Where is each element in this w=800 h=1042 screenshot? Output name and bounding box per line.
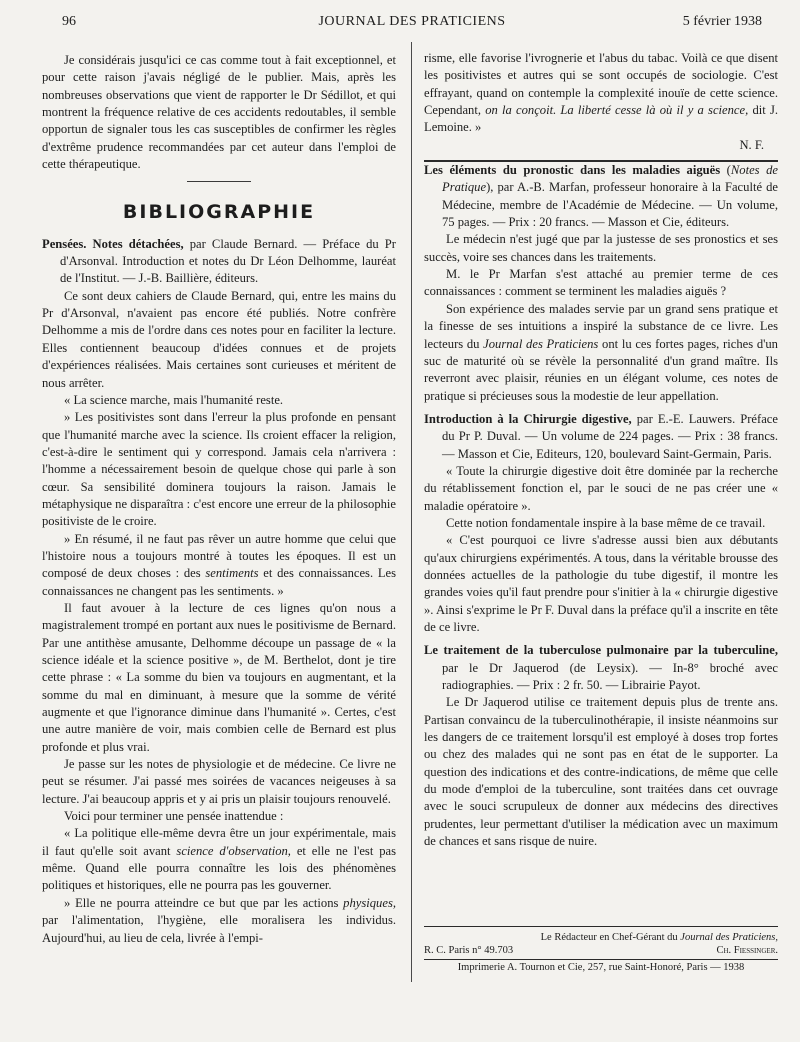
review-1-quote: « La science marche, mais l'humanité reste. [64, 392, 284, 407]
review-1-quote [42, 825, 396, 894]
review-2-paragraph: Le médecin n'est jugé que par la justesse de ses pronostics et ses succès, voire ses chances dans les traitements. [424, 232, 778, 264]
review-2-paragraph [424, 301, 778, 405]
review-3-paragraph: Cette notion fondamentale inspire à la base même de ce travail. [446, 515, 766, 530]
review-1-quote [42, 895, 396, 947]
short-separator [187, 181, 251, 182]
review-2-meta: ( [720, 163, 731, 178]
quote-emphasis: physiques, [343, 895, 396, 910]
review-4-paragraph: Le Dr Jaquerod utilise ce traitement depuis plus de trente ans. Partisan convaincu de la tuberculinothérapie, il insiste néanmoins sur les dangers de ce traitement lorsqu'il est employé à doses trop fortes ou chez des malades qui ne sont pas en état de le supporter. La question des indications et des contre-indications, de même que celle du mode d'emploi de la tuberculine, sont traitées dans cet ouvrage avec le souci scrupuleux de donner aux médecins des directives prudentes, leur permettant d'utiliser la médication avec un maximum de chances et sans risque de nuire. [424, 695, 778, 849]
review-2-title: Les éléments du pronostic dans les maladies aiguës [424, 163, 721, 178]
right-column [424, 50, 778, 850]
editor-line [541, 931, 778, 944]
editor-name: Ch. Fiessinger. [716, 945, 778, 956]
printer-imprint: Imprimerie A. Tournon et Cie, 257, rue Saint-Honoré, Paris — 1938 [457, 962, 745, 973]
quote-text: et des connaissances. Les connaissances ne changent pas les sentiments. » [42, 566, 397, 598]
continuation-text: dit J. Lemoine. » [424, 103, 778, 135]
review-3-meta: par E.-E. Lauwers. Préface du Pr P. Duval. — Un volume de 224 pages. — Prix : 38 francs. — Masson et Cie, Editeurs, 120, boulevard Saint-Germain, Paris. [442, 411, 778, 461]
continuation-text: risme, elle favorise l'ivrognerie et l'abus du tabac. Voilà ce que disent les positivistes et autres qui se sont occupés de sociologie. C'est effrayant, quand on contemple la complexité inouïe de cette science. Cependant, [424, 51, 778, 118]
registry-row [424, 944, 778, 957]
editor-block [424, 931, 778, 957]
paragraph-text: ont lu ces fortes pages, riches d'un suc de maturité où se révèle la personnalité d'un grand maître. Ils reverront avec plaisir, réunies en un élégant volume, ces notes de pratique si précieuses sous la modestie de leur appellation. [424, 336, 778, 403]
review-4-title: Le traitement de la tuberculose pulmonaire par la tuberculine, [424, 643, 778, 658]
review-2-series: Notes de Pratique [442, 163, 778, 195]
review-1-title: Pensées. Notes détachées, [42, 236, 184, 251]
review-3-citation [424, 411, 778, 463]
review-1-paragraph: Ce sont deux cahiers de Claude Bernard, qui, entre les mains du Pr d'Arsonval, n'avaient pas encore été publiés. Notre confrère Delhomme a mis de l'ordre dans ces notes pour en faciliter la lecture. Elles contiennent beaucoup d'idées connues et de projets d'expériences réalisées. Mais certaines sont curieuses et méritent de nous arrêter. [42, 288, 396, 390]
review-4-citation [424, 642, 778, 694]
journal-reference: Journal des Praticiens [483, 336, 599, 351]
quote-text: « La politique elle-même devra être un jour expérimentale, mais il faut qu'elle soit avant [42, 826, 396, 858]
editor-journal: Journal des Praticiens, [680, 932, 778, 943]
quote-text: et elle ne l'est pas même. Quand elle pourra connaître les lois des phénomènes politiques et historiques, elle ne pourra pas les gouverner. [42, 843, 396, 893]
review-3-title: Introduction à la Chirurgie digestive, [424, 411, 632, 426]
review-4-meta: par le Dr Jaquerod (de Leysix). — In-8° broché avec radiographies. — Prix : 2 fr. 50. — Librairie Payot. [442, 660, 778, 693]
intro-paragraph: Je considérais jusqu'ici ce cas comme tout à fait exceptionnel, et pour cette raison j'avais négligé de le publier. Mais, après les nombreuses observations que vient de rapporter le Dr Sédillot, et qui montrent la fréquence relative de ces accidents redoutables, il semble opportun de signaler tous les cas susceptibles de confirmer les règles d'extrême prudence recommandées par cet auteur dans l'emploi de cette thérapeutique. [42, 53, 396, 172]
editor-row [424, 931, 778, 944]
review-1-paragraph: Voici pour terminer une pensée inattendue : [64, 809, 284, 824]
column-divider [411, 42, 412, 982]
editor-role: Le Rédacteur en Chef-Gérant du [540, 932, 681, 943]
quote-text: par l'alimentation, l'hygiène, elle moralisera les individus. Aujourd'hui, au lieu de cela, livrée à l'empi- [42, 913, 396, 945]
page-number: 96 [62, 14, 76, 29]
quote-emphasis: science d'observation, [176, 843, 291, 858]
registry-number: R. C. Paris n° 49.703 [424, 945, 514, 956]
review-1-citation [42, 236, 396, 288]
review-1-meta: par Claude Bernard. — Préface du Pr d'Arsonval. Introduction et notes du Dr Léon Delhomme, lauréat de l'Institut. — J.-B. Baillière, éditeurs. [60, 236, 396, 286]
review-1-paragraph: Il faut avouer à la lecture de ces lignes qu'on nous a magistralement trompé en portant aux nues le positivisme de Bernard. Par une antithèse amusante, Delhomme découpe un passage de « la science idéale et la science positive », de M. Berthelot, dont je tire cette phrase : « La somme du bien va toujours en augmentant, et la somme du mal en diminuant, à mesure que la somme de vérité augmente et que l'ignorance diminue dans l'humanité ». Certes, c'est une autre manière de voir, mais combien celle de Bernard est plus profonde et plus vrai. [42, 600, 396, 754]
issue-date: 5 février 1938 [682, 14, 762, 29]
review-signature: N. F. [739, 137, 764, 152]
section-heading: BIBLIOGRAPHIE [122, 201, 316, 224]
review-3-paragraph: « Toute la chirurgie digestive doit être dominée par la recherche du rétablissement fonction el, par le souci de ne pas créer une « maladie opératoire ». [424, 463, 778, 513]
quote-text: » Elle ne pourra atteindre ce but que par les actions [64, 895, 344, 910]
quote-emphasis: sentiments [205, 566, 259, 581]
paragraph-text: Son expérience des malades servie par un grand sens pratique et la finesse de ses intuitions a inspiré la substance de ce livre. Les lecteurs du [424, 301, 778, 351]
page-header [62, 14, 762, 38]
quote-text: » En résumé, il ne faut pas rêver un autre homme que celui que l'histoire nous a toujours montré à toutes les époques. Il est un composé de deux choses : des [42, 531, 396, 581]
review-1-quote [42, 531, 396, 600]
review-1-quote: » Les positivistes sont dans l'erreur la plus profonde en pensant que l'humanité marche avec la science. Ils croient effacer la religion, c'est-à-dire le sentiment qui y correspond. Jamais cela n'arrivera : l'homme a nécessairement besoin de quelque chose qui parle à son cœur. Sa sensibilité dominera toujours la raison. Jamais le métaphysique ne disparaîtra : c'est encore une erreur de la philosophie positiviste de le croire. [42, 410, 396, 529]
journal-title: JOURNAL DES PRATICIENS [318, 14, 506, 29]
review-2-citation [424, 162, 778, 231]
footer-rule [424, 926, 778, 927]
left-column [42, 52, 396, 947]
review-2-paragraph: M. le Pr Marfan s'est attaché au premier terme de ces connaissances : comment se terminent les maladies aiguës ? [424, 267, 778, 299]
review-1-paragraph: Je passe sur les notes de physiologie et de médecine. Ce livre ne peut se résumer. J'ai passé mes soirées de vacances neigeuses à sa lecture. J'ai beaucoup appris et y ai pris un plaisir toujours renouvelé. [42, 757, 396, 806]
footer-rule [424, 959, 778, 960]
continuation-emphasis: on la conçoit. La liberté cesse là où il y a science, [485, 103, 749, 118]
continuation-paragraph [424, 50, 778, 137]
review-2-meta: ), par A.-B. Marfan, professeur honoraire à la Faculté de Médecine, membre de l'Académie de Médecine. — Un volume, 75 pages. — Prix : 20 francs. — Masson et Cie, éditeurs. [442, 180, 778, 230]
review-3-paragraph: « C'est pourquoi ce livre s'adresse aussi bien aux débutants qu'aux chirurgiens expérimentés. A tous, dans la véritable brousse des données actuelles de la pathologie du tube digestif, il montre les grandes voies qu'il faut prendre pour s'initier à la « chirurgie digestive ». Ainsi s'exprime le Pr F. Duval dans la préface qu'il a inscrite en tête de ce livre. [424, 533, 778, 634]
